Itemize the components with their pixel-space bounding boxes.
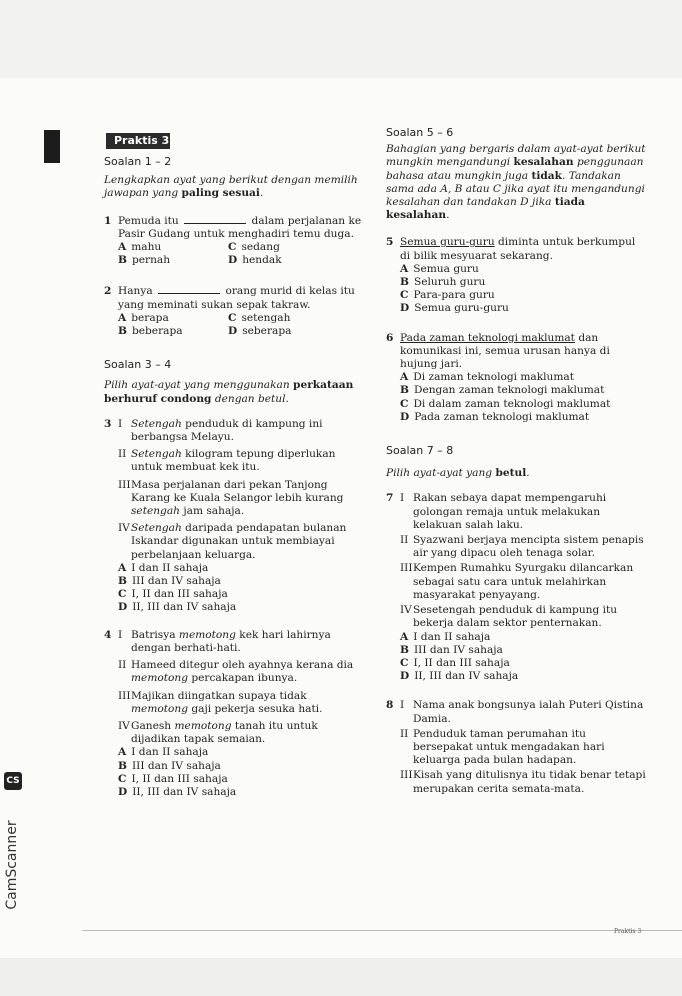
options-q1 xyxy=(118,241,366,267)
option-c[interactable]: C Para-para guru xyxy=(400,289,495,302)
section-heading-5-6: Soalan 5 – 6 xyxy=(386,126,454,139)
section-heading-7-8: Soalan 7 – 8 xyxy=(386,444,454,458)
option-b[interactable]: B pernah xyxy=(118,254,171,267)
option-b[interactable]: B III dan IV sahaja xyxy=(118,575,221,588)
scan-background xyxy=(0,958,682,996)
question-number: 3 xyxy=(104,417,112,430)
option-a[interactable]: A I dan II sahaja xyxy=(400,630,491,643)
option-b[interactable]: B Seluruh guru xyxy=(400,276,486,289)
option-b[interactable]: B III dan IV sahaja xyxy=(118,759,221,772)
option-c[interactable]: C Di dalam zaman teknologi maklumat xyxy=(400,397,611,410)
page-footer-label: Praktis 3 xyxy=(614,928,642,935)
options-q2 xyxy=(118,312,366,338)
question-1 xyxy=(104,215,366,241)
question-number: 6 xyxy=(386,331,394,344)
praktis-tag: Praktis 3 xyxy=(106,133,170,149)
instruction-5-6: Bahagian yang bergaris dalam ayat-ayat berikut mungkin mengandungi kesalahan penggunaan bahasa atau mungkin juga tidak. Tandakan sama ada A, B atau C jika ayat itu mengandungi kesalahan dan tandakan D jika tiada kesalahan. xyxy=(386,143,646,222)
option-a[interactable]: A I dan II sahaja xyxy=(118,746,209,759)
statement-iii: III Kisah yang ditulisnya itu tidak benar tetapi merupakan cerita semata-mata. xyxy=(400,769,646,795)
statement-i: I Nama anak bongsunya ialah Puteri Qistina Damia. xyxy=(400,699,644,725)
option-d[interactable]: D II, III dan IV sahaja xyxy=(118,601,237,614)
option-d[interactable]: D seberapa xyxy=(228,325,292,338)
instruction-3-4: Pilih ayat-ayat yang menggunakan perkataan berhuruf condong dengan betul. xyxy=(104,379,354,405)
camscanner-watermark: CamScanner xyxy=(4,820,20,910)
statement-iii: III Majikan diingatkan supaya tidak memotong gaji pekerja sesuka hati. xyxy=(118,689,323,715)
section-heading-3-4: Soalan 3 – 4 xyxy=(104,358,172,372)
statement-i: I Setengah penduduk di kampung ini berbangsa Melayu. xyxy=(118,417,323,444)
question-8 xyxy=(386,699,648,795)
statement-i: I Rakan sebaya dapat mempengaruhi golongan remaja untuk melakukan kelakuan salah laku. xyxy=(400,492,607,531)
statement-ii: II Hameed ditegur oleh ayahnya kerana dia memotong percakapan ibunya. xyxy=(118,659,354,685)
question-stem-line: yang meminati sukan sepak takraw. xyxy=(118,298,311,311)
underlined-part: Pada zaman teknologi maklumat xyxy=(400,331,575,344)
margin-marker xyxy=(44,130,60,163)
option-b[interactable]: B III dan IV sahaja xyxy=(400,643,503,656)
statement-iii: III Kempen Rumahku Syurgaku dilancarkan sebagai satu cara untuk melahirkan masyarakat penyayang. xyxy=(400,562,634,601)
answer-blank xyxy=(158,293,220,294)
question-2 xyxy=(104,285,366,311)
option-d[interactable]: D II, III dan IV sahaja xyxy=(118,785,237,798)
option-c[interactable]: C I, II dan III sahaja xyxy=(400,656,510,669)
statement-iv: IV Sesetengah penduduk di kampung itu bekerja dalam sektor penternakan. xyxy=(400,604,618,630)
option-c[interactable]: C setengah xyxy=(228,311,291,324)
question-number: 2 xyxy=(104,285,112,298)
section-heading-1-2: Soalan 1 – 2 xyxy=(104,155,172,168)
page-edge-line xyxy=(82,930,682,931)
instruction-7-8: Pilih ayat-ayat yang betul. xyxy=(386,467,530,480)
statement-iii: III Masa perjalanan dari pekan Tanjong Karang ke Kuala Selangor lebih kurang setengah jam sahaja. xyxy=(118,478,344,518)
statement-iv: IV Ganesh memotong tanah itu untuk dijadikan tapak semaian. xyxy=(118,719,318,746)
underlined-part: Semua guru-guru xyxy=(400,236,495,249)
question-stem-line: Pasir Gudang untuk menghadiri temu duga. xyxy=(118,227,354,240)
question-stem: Pada zaman teknologi maklumat dan komunikasi ini, semua urusan hanya di hujung jari. xyxy=(400,331,610,371)
option-d[interactable]: D hendak xyxy=(228,254,282,267)
instruction-1-2: Lengkapkan ayat yang berikut dengan memilih jawapan yang paling sesuai. xyxy=(104,174,358,200)
option-a[interactable]: A I dan II sahaja xyxy=(118,561,209,574)
question-5 xyxy=(386,236,648,315)
question-6 xyxy=(386,332,648,424)
option-c[interactable]: C I, II dan III sahaja xyxy=(118,772,228,785)
statement-ii: II Setengah kilogram tepung diperlukan untuk membuat kek itu. xyxy=(118,448,336,474)
option-d[interactable]: D Pada zaman teknologi maklumat xyxy=(400,410,590,423)
answer-blank xyxy=(184,223,246,224)
statement-ii: II Syazwani berjaya mencipta sistem penapis air yang dipacu oleh tenaga solar. xyxy=(400,534,644,560)
option-b[interactable]: B Dengan zaman teknologi maklumat xyxy=(400,384,605,397)
statement-ii: II Penduduk taman perumahan itu bersepakat untuk mengadakan hari keluarga pada bulan hadapan. xyxy=(400,727,605,767)
question-stem: Hanya orang murid di kelas itu xyxy=(118,285,355,298)
camscanner-logo: CS xyxy=(4,772,22,790)
question-stem: Semua guru-guru diminta untuk berkumpul di bilik mesyuarat sekarang. xyxy=(400,236,636,262)
option-d[interactable]: D II, III dan IV sahaja xyxy=(400,670,519,683)
question-4 xyxy=(104,629,366,799)
option-a[interactable]: A berapa xyxy=(118,311,169,324)
left-column xyxy=(104,155,366,799)
question-3 xyxy=(104,418,366,615)
option-c[interactable]: C I, II dan III sahaja xyxy=(118,588,228,601)
question-number: 5 xyxy=(386,236,394,249)
statement-i: I Batrisya memotong kek hari lahirnya dengan berhati-hati. xyxy=(118,628,331,654)
option-c[interactable]: C sedang xyxy=(228,241,280,254)
question-stem: Pemuda itu dalam perjalanan ke xyxy=(118,214,362,227)
question-7 xyxy=(386,492,648,683)
statement-iv: IV Setengah daripada pendapatan bulanan Iskandar digunakan untuk membiayai perbelanjaan keluarga. xyxy=(118,522,347,561)
right-column xyxy=(386,126,648,796)
option-d[interactable]: D Semua guru-guru xyxy=(400,302,509,315)
option-a[interactable]: A Semua guru xyxy=(400,262,479,275)
question-number: 8 xyxy=(386,699,394,712)
option-a[interactable]: A Di zaman teknologi maklumat xyxy=(400,371,574,384)
question-number: 7 xyxy=(386,492,394,505)
question-number: 4 xyxy=(104,628,112,641)
option-a[interactable]: A mahu xyxy=(118,241,162,254)
question-number: 1 xyxy=(104,214,112,227)
option-b[interactable]: B beberapa xyxy=(118,325,183,338)
